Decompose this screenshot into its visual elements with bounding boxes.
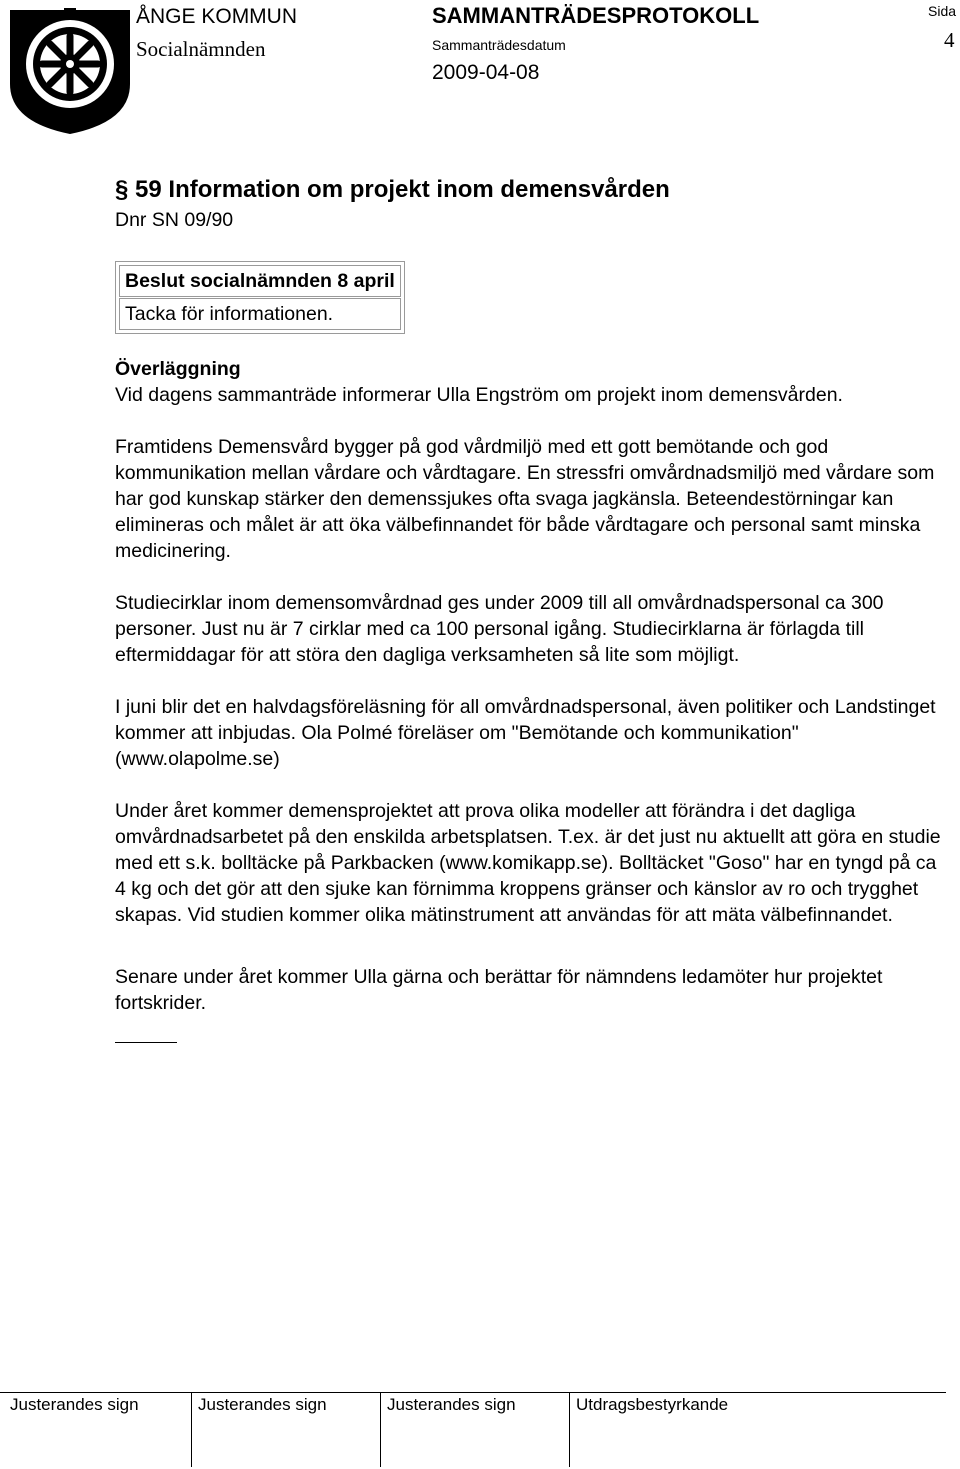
footer-separator xyxy=(569,1393,570,1467)
footer-sign-2: Justerandes sign xyxy=(198,1395,327,1414)
municipality-name: ÅNGE KOMMUN xyxy=(136,5,298,28)
deliberation-paragraph: I juni blir det en halvdagsföreläsning för all omvårdnadspersonal, även politiker och Landstinget kommer att inbjudas. Ola Polmé föreläser om "Bemötande och kommunikation" (www.olapolme.se) xyxy=(115,696,936,770)
end-rule xyxy=(115,1042,177,1043)
footer-sign-3: Justerandes sign xyxy=(387,1395,516,1414)
decision-title: Beslut socialnämnden 8 april xyxy=(119,265,401,297)
committee-name: Socialnämnden xyxy=(136,37,266,61)
meeting-date-value: 2009-04-08 xyxy=(432,61,540,84)
footer-separator xyxy=(380,1393,381,1467)
municipal-logo-icon xyxy=(8,6,132,136)
paragraph-symbol: § xyxy=(115,176,129,203)
deliberation-paragraph: Vid dagens sammanträde informerar Ulla Engström om projekt inom demensvården. xyxy=(115,384,843,406)
section-heading xyxy=(115,173,950,207)
page-label: Sida xyxy=(928,3,957,19)
footer-sign-1: Justerandes sign xyxy=(10,1395,139,1414)
deliberation-paragraph: Framtidens Demensvård bygger på god vårdmiljö med ett gott bemötande och god kommunikation mellan vårdare och vårdtagare. En stressfri omvårdnadsmiljö med vårdare som har god kunskap stärker den demenssjukes ofta svaga jagkänsla. Beteendestörningar kan elimineras och målet är att öka välbefinnandet för både vårdtagare och personal samt minska medicinering. xyxy=(115,436,935,562)
decision-box xyxy=(115,261,405,334)
main-content xyxy=(115,173,950,1043)
footer-separator xyxy=(191,1393,192,1467)
section-title: 59 Information om projekt inom demensvården xyxy=(135,176,670,203)
decision-text: Tacka för informationen. xyxy=(119,298,401,330)
case-number: Dnr SN 09/90 xyxy=(115,209,234,231)
meeting-date-label: Sammanträdesdatum xyxy=(432,37,566,53)
deliberation-paragraph: Under året kommer demensprojektet att prova olika modeller att förändra i det dagliga omvårdnadsarbetet på den enskilda arbetsplatsen. T.ex. är det just nu aktuellt att göra en studie med ett s.k. bolltäcke på Parkbacken (www.komikapp.se). Bolltäcket "Goso" har en tyngd på ca 4 kg och det gör att den sjuke kan förnimma kroppens gränser och känslor av ro och trygghet skapas. Vid studien kommer olika mätinstrument att användas för att mäta välbefinnandet. xyxy=(115,800,941,926)
deliberation-paragraph: Studiecirklar inom demensomvårdnad ges under 2009 till all omvårdnadspersonal ca 300 personer. Just nu är 7 cirklar med ca 100 personal igång. Studiecirklarna är förlagda till eftermiddagar för att störa den dagliga verksamheten så lite som möjligt. xyxy=(115,592,884,666)
document-title: SAMMANTRÄDESPROTOKOLL xyxy=(432,3,760,28)
page-number: 4 xyxy=(944,28,955,52)
deliberation-title: Överläggning xyxy=(115,358,241,380)
footer-extract-certification: Utdragsbestyrkande xyxy=(576,1395,729,1414)
deliberation-paragraph: Senare under året kommer Ulla gärna och berättar för nämndens ledamöter hur projektet fortskrider. xyxy=(115,966,883,1014)
